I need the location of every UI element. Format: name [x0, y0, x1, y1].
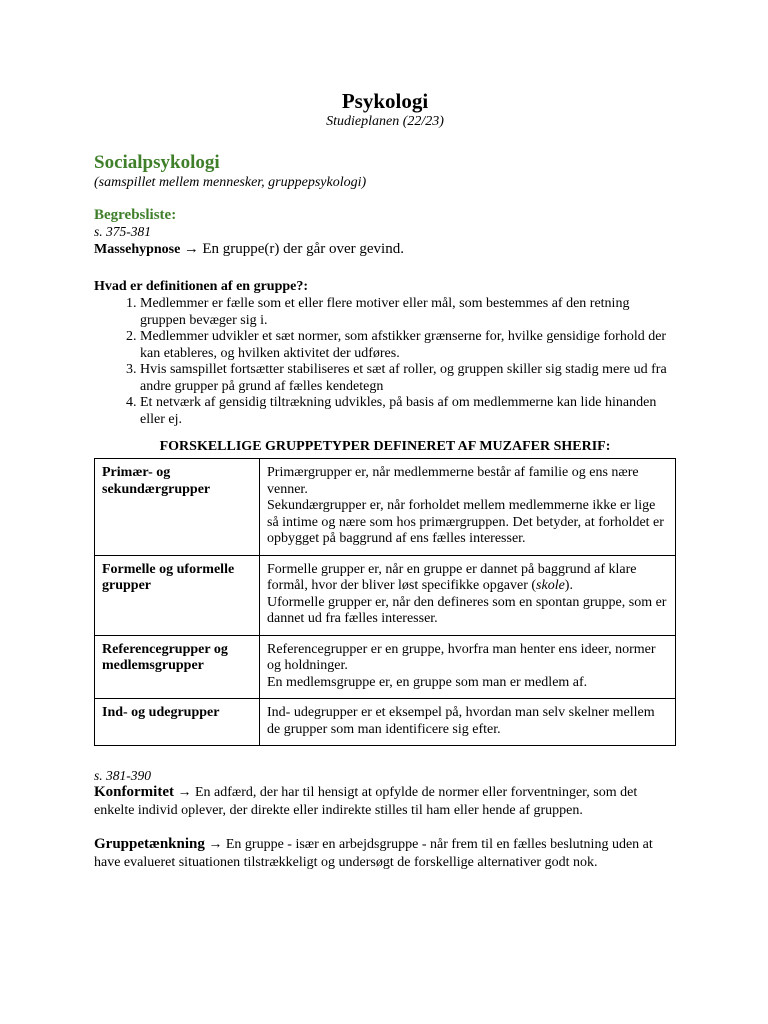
table-cell-text-part: Formelle grupper er, når en gruppe er dannet på baggrund af klare formål, hvor der bliver løst specifikke opgaver (	[267, 561, 637, 593]
page-range: s. 375-381	[94, 224, 151, 239]
table-cell-text: Primærgrupper er, når medlemmerne består af familie og ens nære venner.	[267, 465, 639, 497]
section-subtitle: (samspillet mellem mennesker, gruppepsykologi)	[94, 175, 367, 190]
document-page	[94, 88, 676, 871]
term-definition: En gruppe - især en arbejdsgruppe - når frem til en fælles beslutning uden at have evalueret situationen tilstrækkeligt og undersøgt de forskellige alternativer godt nok.	[94, 837, 653, 870]
group-types-table	[94, 458, 676, 746]
begrebsliste-heading: Begrebsliste:	[94, 207, 177, 223]
table-cell-text	[267, 562, 668, 595]
term-definition: En gruppe(r) der går over gevind.	[202, 241, 404, 257]
table-row-value	[260, 459, 676, 556]
table-cell-text: En medlemsgruppe er, en gruppe som man er medlem af.	[267, 674, 588, 690]
table-row	[95, 555, 676, 635]
list-item: 3. Hvis samspillet fortsætter stabiliseres et sæt af roller, og gruppen skiller sig stadig mere ud fra andre grupper på grund af fælles kendetegn	[140, 362, 676, 395]
table-row	[95, 459, 676, 556]
table-heading: FORSKELLIGE GRUPPETYPER DEFINERET AF MUZAFER SHERIF:	[159, 439, 611, 454]
list-item: 1. Medlemmer er fælle som et eller flere motiver eller mål, som bestemmes af den retning gruppen bevæger sig i.	[140, 296, 676, 329]
arrow-icon: →	[183, 241, 199, 257]
term-massehypnose	[94, 240, 676, 259]
definition-list	[94, 296, 676, 428]
document-title: Psykologi	[341, 89, 429, 113]
section-title: Socialpsykologi	[94, 152, 220, 173]
table-row-key: Ind- og udegrupper	[95, 699, 260, 746]
table-cell-text-part: ).	[564, 578, 573, 593]
question-heading: Hvad er definitionen af en gruppe?:	[94, 279, 309, 294]
term-konformitet	[94, 784, 676, 819]
table-row-key: Formelle og uformelle grupper	[95, 555, 260, 635]
table-cell-text: Uformelle grupper er, når den defineres som en spontan gruppe, som er dannet ud fra fælles interesser.	[267, 594, 667, 626]
table-row-value	[260, 699, 676, 746]
document-subtitle: Studieplanen (22/23)	[326, 114, 444, 129]
table-row	[95, 635, 676, 699]
table-row-value	[260, 635, 676, 699]
arrow-icon: →	[208, 837, 223, 852]
table-row-key: Referencegrupper og medlemsgrupper	[95, 635, 260, 699]
table-row-value	[260, 555, 676, 635]
page-range: s. 381-390	[94, 768, 151, 783]
term-definition: En adfærd, der har til hensigt at opfylde de normer eller forventninger, som det enkelte individ oplever, der direkte eller indirekte stilles til ham eller hende af gruppen.	[94, 785, 638, 818]
table-cell-emphasis: skole	[536, 578, 565, 593]
table-cell-text: Ind- udegrupper er et eksempel på, hvordan man selv skelner mellem de grupper som man identificere sig efter.	[267, 705, 655, 737]
list-item: 2. Medlemmer udvikler et sæt normer, som afstikker grænserne for, hvilke gensidige forhold der kan etableres, og hvilken aktivitet der udføres.	[140, 329, 676, 362]
table-cell-text: Referencegrupper er en gruppe, hvorfra man henter ens ideer, normer og holdninger.	[267, 641, 656, 673]
term-gruppetaenkning	[94, 836, 676, 871]
term-label: Massehypnose	[94, 242, 181, 257]
table-row	[95, 699, 676, 746]
list-item: 4. Et netværk af gensidig tiltrækning udvikles, på basis af om medlemmerne kan lide hinanden eller ej.	[140, 395, 676, 428]
term-label: Gruppetænkning	[94, 836, 205, 852]
table-row-key: Primær- og sekundærgrupper	[95, 459, 260, 556]
term-label: Konformitet	[94, 784, 174, 800]
table-cell-text: Sekundærgrupper er, når forholdet mellem medlemmerne ikke er lige så intime og nære som hos primærgruppen. Det betyder, at forholdet er opbygget på baggrund af ens fælles interesser.	[267, 498, 664, 546]
arrow-icon: →	[177, 785, 192, 800]
